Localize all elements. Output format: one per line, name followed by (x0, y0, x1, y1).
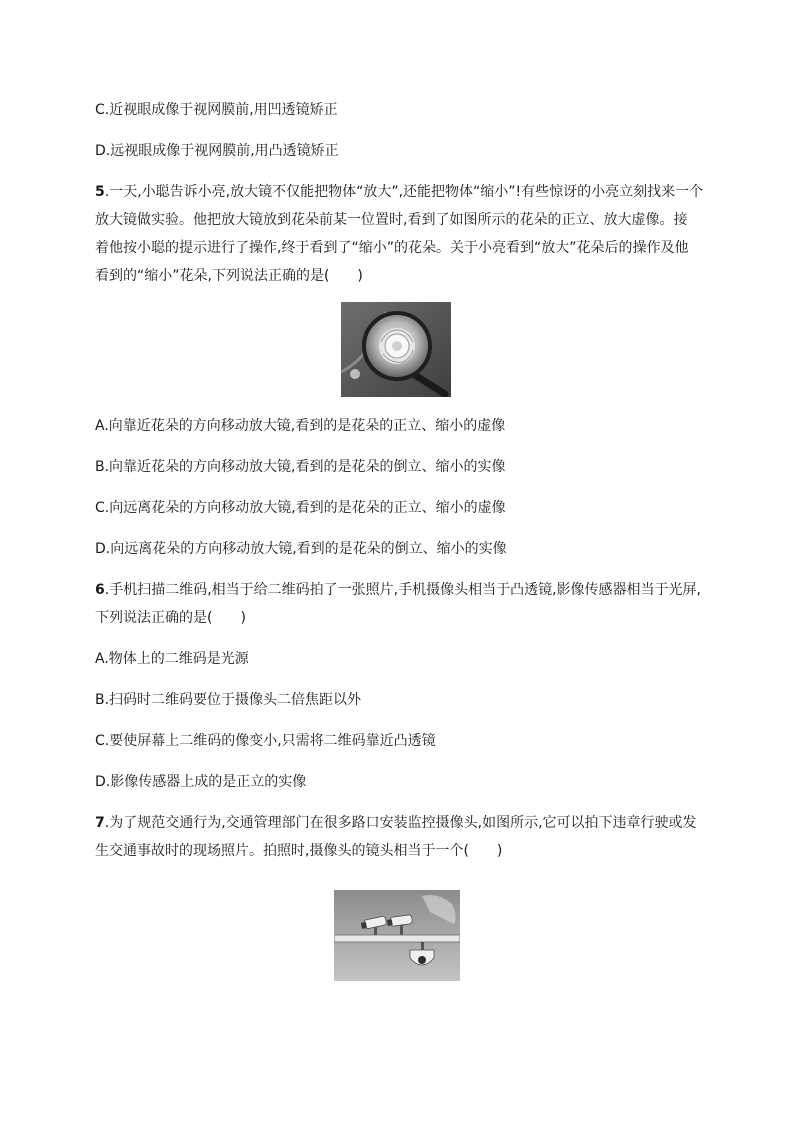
q7-stem-line-2: 生交通事故时的现场照片。拍照时,摄像头的镜头相当于一个( ) (95, 843, 503, 859)
q5-number: 5 (95, 184, 105, 200)
q6-number: 6 (95, 582, 105, 598)
q5-option-b: B.向靠近花朵的方向移动放大镜,看到的是花朵的倒立、缩小的实像 (95, 459, 506, 475)
q4-option-d: D.远视眼成像于视网膜前,用凸透镜矫正 (95, 143, 339, 159)
magnifier-flower-photo (341, 302, 451, 397)
q5-stem-line-1 (95, 182, 703, 202)
q4-option-c: C.近视眼成像于视网膜前,用凹透镜矫正 (95, 102, 338, 118)
q5-stem-line-4: 看到的“缩小”花朵,下列说法正确的是( ) (95, 268, 363, 284)
q6-option-a: A.物体上的二维码是光源 (95, 651, 249, 667)
q6-stem-line-1 (95, 580, 701, 600)
q5-stem-text-1: .一天,小聪告诉小亮,放大镜不仅能把物体“放大”,还能把物体“缩小”!有些惊讶的小亮立刻找来一个 (104, 184, 704, 200)
q7-stem-line-1 (95, 813, 697, 833)
q5-option-d: D.向远离花朵的方向移动放大镜,看到的是花朵的倒立、缩小的实像 (95, 541, 507, 557)
q5-stem-line-3: 着他按小聪的提示进行了操作,终于看到了“缩小”的花朵。关于小亮看到“放大”花朵后的操作及他 (95, 240, 689, 256)
q6-option-c: C.要使屏幕上二维码的像变小,只需将二维码靠近凸透镜 (95, 733, 436, 749)
q5-option-c: C.向远离花朵的方向移动放大镜,看到的是花朵的正立、缩小的虚像 (95, 500, 506, 516)
q6-stem-line-2: 下列说法正确的是( ) (95, 610, 246, 626)
q5-option-a: A.向靠近花朵的方向移动放大镜,看到的是花朵的正立、缩小的虚像 (95, 418, 506, 434)
traffic-camera-photo (334, 890, 460, 981)
q5-stem-line-2: 放大镜做实验。他把放大镜放到花朵前某一位置时,看到了如图所示的花朵的正立、放大虚像。接 (95, 212, 688, 228)
q6-option-d: D.影像传感器上成的是正立的实像 (95, 774, 307, 790)
q6-option-b: B.扫码时二维码要位于摄像头二倍焦距以外 (95, 692, 362, 708)
q7-number: 7 (95, 815, 105, 831)
q7-stem-text-1: .为了规范交通行为,交通管理部门在很多路口安装监控摄像头,如图所示,它可以拍下违章行驶或发 (104, 815, 697, 831)
q6-stem-text-1: .手机扫描二维码,相当于给二维码拍了一张照片,手机摄像头相当于凸透镜,影像传感器相当于光屏, (104, 582, 701, 598)
